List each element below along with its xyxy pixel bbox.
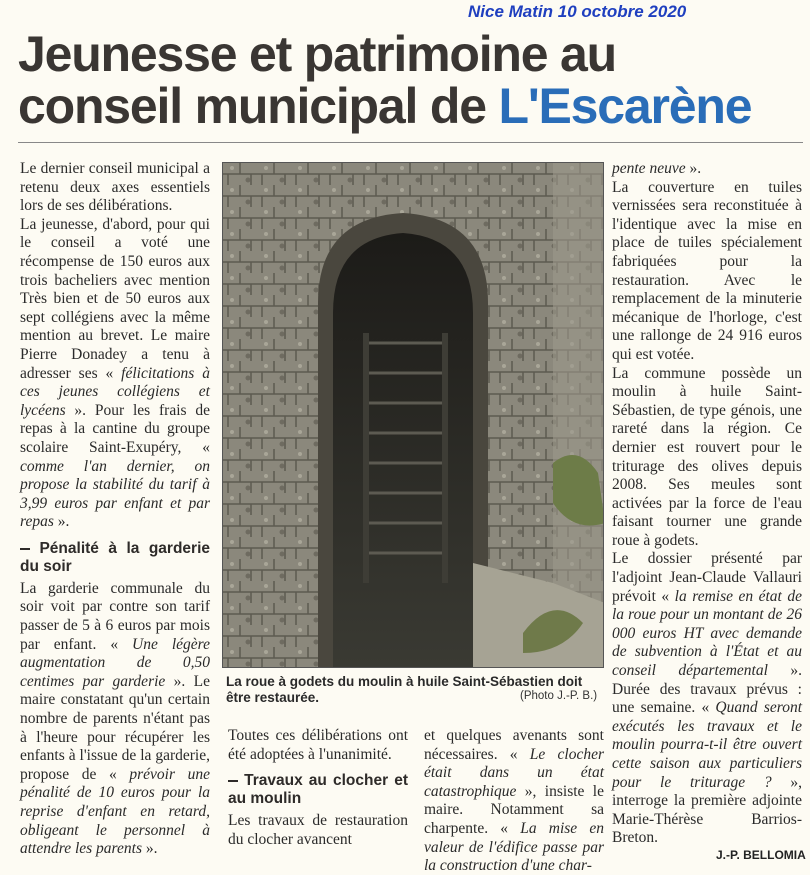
photo-caption: La roue à godets du moulin à huile Saint-Sébastien doit être restaurée. — [226, 674, 583, 705]
mill-wheel-illustration — [223, 163, 604, 668]
paragraph: La garderie communale du soir voit par contre son tarif passer de 5 à 6 euros par mois par enfant. « Une légère augmentation de 0,50 centimes par garderie ». Le maire constatant qu'un certain nombre de parents n'étant pas à l'heure pour récupérer les enfants à l'issue de la garderie, propose de « prévoir une pénalité de 10 euros pour la reprise d'enfant en retard, obligeant le personnel à attendre les parents ». — [20, 579, 211, 858]
paragraph: Les travaux de restauration du clocher avancent — [228, 812, 408, 848]
author-signature: J.-P. BELLOMIA — [716, 848, 806, 862]
article-column-1 — [20, 160, 210, 859]
header-rule — [18, 142, 803, 143]
subheading-travaux: Travaux au clocher et au moulin — [228, 772, 408, 808]
headline — [18, 28, 798, 132]
paragraph: Le dernier conseil municipal a retenu deux axes essentiels lors de ses délibérations. — [20, 160, 210, 215]
headline-line1: Jeunesse et patrimoine au — [18, 26, 617, 82]
paragraph: Le dossier présenté par l'adjoint Jean-Claude Vallauri prévoit « la remise en état de la roue pour un montant de 26 000 euros HT avec demande de subvention à l'État et au conseil départemental ». Durée des travaux prévus : une semaine. « Quand seront exécutés les travaux et le moulin pourra-t-il être ouvert cette saison aux particuliers pour le triturage ? », interroge la première adjointe Marie-Thérèse Barrios-Breton. — [612, 550, 802, 847]
subheading-garderie: Pénalité à la garderie du soir — [20, 539, 211, 575]
paragraph: Toutes ces délibérations ont été adoptées à l'unanimité. — [228, 727, 408, 763]
source-line: Nice Matin 10 octobre 2020 — [468, 2, 687, 21]
paragraph: La jeunesse, d'abord, pour qui le conseil a voté une récompense de 150 euros aux trois bacheliers avec mention Très bien et de 50 euros aux sept collégiens avec la même mention au brevet. Le maire Pierre Donadey a tenu à adresser ses « félicitations à ces jeunes collégiens et lycéens ». Pour les frais de repas à la cantine du groupe scolaire Saint-Exupéry, « comme l'an dernier, on propose la stabilité du tarif à 3,99 euros par enfant et par repas ». — [20, 215, 210, 531]
article-column-2 — [228, 727, 408, 849]
mill-wheel-photo — [222, 162, 604, 668]
article-column-4 — [612, 160, 802, 848]
article-column-3 — [424, 727, 604, 875]
headline-line2-prefix: conseil municipal de — [18, 78, 499, 134]
paragraph: et quelques avenants sont nécessaires. « Le clocher était dans un état catastrophique », insiste le maire. Notamment sa charpente. « La mise en valeur de l'édifice passe par la construction d'une char- — [424, 727, 604, 875]
paragraph: La commune possède un moulin à huile Saint-Sébastien, de type génois, une rareté dans la région. Ce dernier est rouvert pour le triturage des olives depuis 2008. Ses meules sont activées par la force de l'eau faisant tourner une grande roue à godets. — [612, 364, 802, 549]
paragraph: pente neuve ». — [612, 160, 702, 177]
headline-place: L'Escarène — [498, 78, 752, 134]
photo-credit: (Photo J.-P. B.) — [520, 690, 598, 702]
paragraph: La couverture en tuiles vernissées sera reconstituée à l'identique avec la mise en place de tuiles spécialement fabriquées pour la restauration. Avec le remplacement de la minuterie mécanique de l'horloge, c'est une rallonge de 24 916 euros qui est votée. — [612, 178, 802, 363]
